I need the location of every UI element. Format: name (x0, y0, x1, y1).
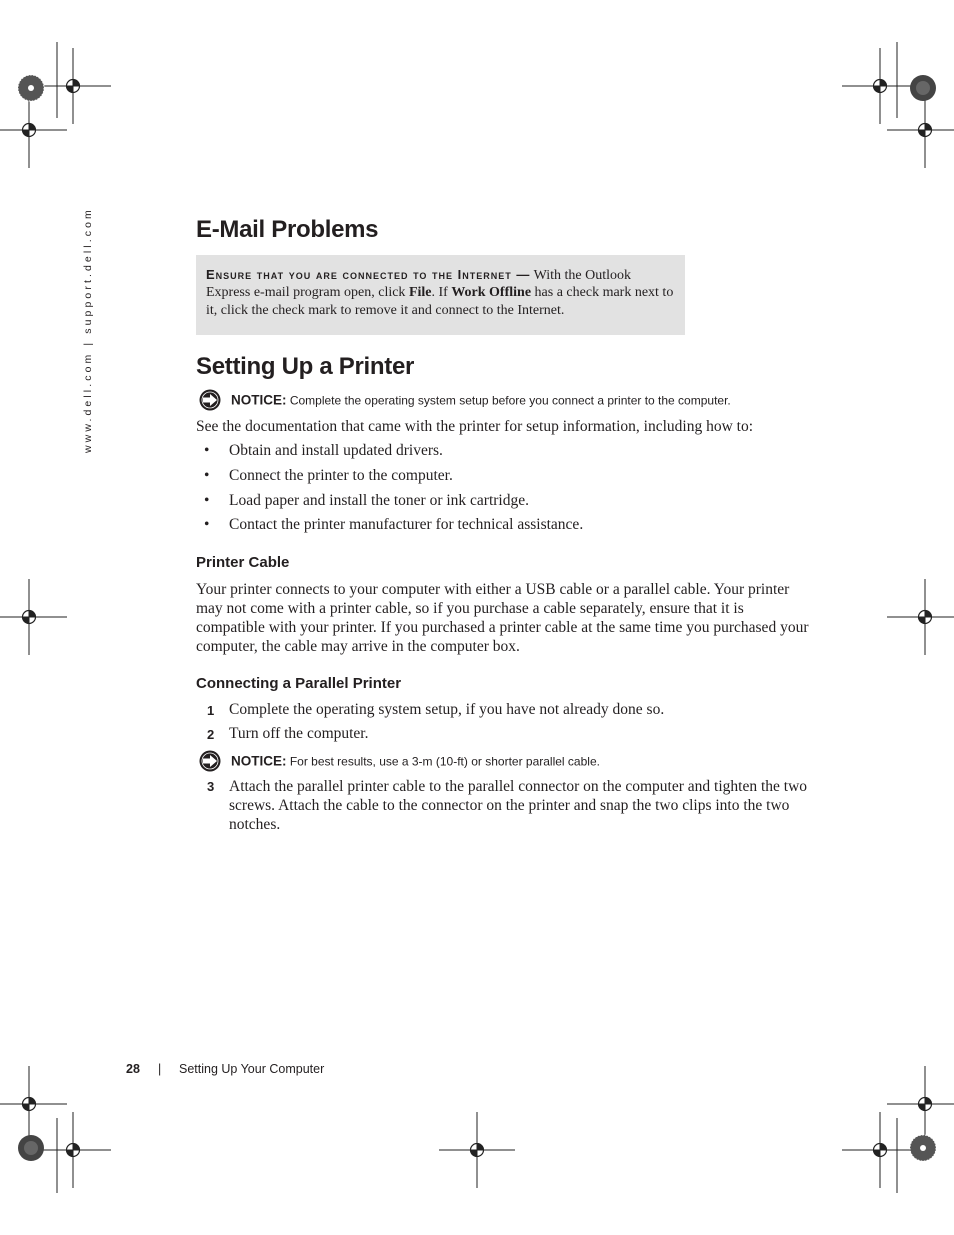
file-menu-ref: File (408, 285, 432, 301)
bullet-marker: • (204, 467, 210, 484)
step-text: Turn off the computer. (229, 725, 369, 742)
registration-mark-icon (35, 48, 111, 124)
notice-1: NOTICE: Complete the operating system setup before you connect a printer to the computer. (198, 389, 731, 414)
registration-mark-icon (887, 579, 954, 655)
bullet-marker: • (204, 492, 210, 509)
cable-heading: Printer Cable (196, 554, 290, 571)
email-tip-box (196, 255, 685, 335)
printer-intro: See the documentation that came with the printer for setup information, including how to: (196, 418, 754, 435)
notice-arrow-icon (198, 750, 222, 775)
parallel-heading: Connecting a Parallel Printer (196, 675, 402, 692)
email-tip-lead: Ensure that you are connected to the Internet — (206, 267, 531, 282)
footer-section-title: Setting Up Your Computer (179, 1062, 325, 1076)
step-number: 1 (207, 703, 215, 718)
footer-separator: | (158, 1062, 162, 1076)
color-wheel-icon (18, 1135, 44, 1161)
bullet-item: Obtain and install updated drivers. (229, 442, 443, 459)
notice-arrow-icon (198, 389, 222, 414)
step-text: Attach the parallel printer cable to the parallel connector on the computer and tighten the two screws. Attach the cable to the connector on the printer and snap the two clips into the two notches. (229, 778, 808, 833)
registration-mark-icon (0, 579, 67, 655)
color-wheel-icon (18, 75, 44, 101)
step-text: Complete the operating system setup, if you have not already done so. (229, 701, 665, 718)
registration-mark-icon (842, 1112, 918, 1188)
color-wheel-icon (910, 75, 936, 101)
bullet-item: Contact the printer manufacturer for technical assistance. (229, 516, 584, 533)
step-number: 2 (207, 727, 215, 742)
registration-mark-icon (842, 48, 918, 124)
work-offline-ref: Work Offline (451, 285, 532, 301)
registration-mark-icon (35, 1112, 111, 1188)
printer-heading: Setting Up a Printer (196, 353, 415, 380)
notice-2: NOTICE: For best results, use a 3-m (10-ft) or shorter parallel cable. (198, 750, 600, 775)
page-number: 28 (126, 1062, 140, 1076)
step-number: 3 (207, 779, 215, 794)
email-tip-text: Ensure that you are connected to the Internet — With the Outlook Express e-mail program open, click File. If Work Offline has a check mark next to it, click the check mark to remove it and connect to the Internet. (206, 267, 674, 318)
email-heading: E-Mail Problems (196, 216, 379, 243)
bullet-item: Load paper and install the toner or ink cartridge. (229, 492, 529, 509)
color-wheel-icon (910, 1135, 936, 1161)
bullet-marker: • (204, 516, 210, 533)
cable-paragraph: Your printer connects to your computer with either a USB cable or a parallel cable. Your printer may not come with a printer cable, so if you purchase a cable separately, ensure that it is compatible with your printer. If you purchased a printer cable at the same time you purchased your computer, the cable may arrive in the computer box. (196, 581, 809, 655)
side-url: www.dell.com | support.dell.com (82, 207, 94, 453)
bullet-item: Connect the printer to the computer. (229, 467, 453, 484)
bullet-marker: • (204, 442, 210, 459)
registration-mark-icon (439, 1112, 515, 1188)
